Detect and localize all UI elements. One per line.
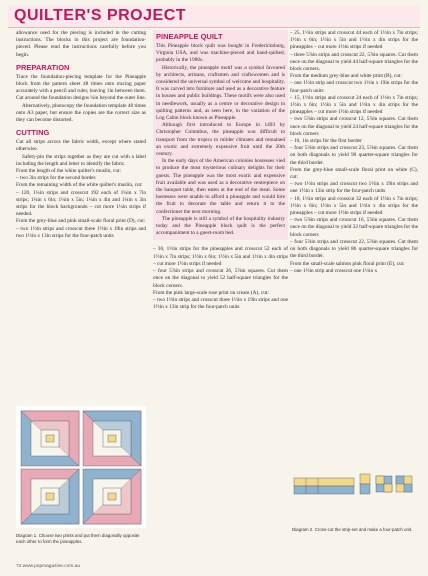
pineapple-block-diagram	[16, 406, 146, 528]
diagram-1-caption: Diagram 1. Choose two prints and put them diagonally opposite each other to form the pineapples.	[16, 533, 140, 544]
panel-text: Although first introduced to Europe in 1493 by Christopher Columbus, the pineapple was difficult to transport from the tropics to milder climates and remained an exotic and extremely expensive fruit until the 20th century.	[156, 122, 285, 158]
cutting-text: – 18, 1½in strips and crosscut 32 each of 1½in x 7in strips; 1½in x 6in; 1½in x 5in and 1½in x 4in strips for the pineapples – cut more 1½in strips if needed	[290, 195, 418, 217]
cutting-text: – four 5⅞in strips and crosscut 23, 5⅞in squares. Cut them on both diagonals to yield 90 quarter-square triangles for the third border.	[290, 145, 418, 166]
intro-text: allowance used for the piecing is included in the cutting instructions. The blocks in this project are foundation-pieced. Please read the instructions carefully before you begin.	[16, 30, 146, 58]
cutting-text: From the length of the white quilter's muslin, cut:	[16, 168, 121, 175]
panel-text: In the early days of the American colonies hostesses vied to produce the most mysterious culinary delights for their guests. The pineapple was the most exotic and expensive fruit available and was used as a decorative centrepiece on the banquet table, then eaten at the end of the meal. Some hostesses were unable to afford a pineapple and would hire the fruit to decorate the table and return it to the confectioner the next morning.	[156, 158, 285, 215]
cutting-text: – two 1½in strips and crosscut three 1½in x 19in strips and one 1½in x 13in strip for the four-patch units	[153, 296, 288, 311]
cutting-text: – four 5⅞in strips and crosscut 26, 5⅞in squares. Cut them once on the diagonal to yield 52 half-square triangles for the block corners.	[153, 268, 288, 289]
cutting-text: From the grey-blue and pink small-scale floral print (D), cut:	[16, 218, 146, 225]
cutting-text: From the grey-blue small-scale floral print on white (C), cut:	[290, 166, 418, 181]
cutting-continued	[153, 246, 288, 311]
cutting-text: Safety-pin the strips together as they are cut with a label including the length and letter to identify the fabric.	[16, 153, 146, 167]
panel-text: Historically, the pineapple motif was a symbol favoured by architects, artisans, craftsmen and craftswomen and is considered the universal symbol of welcome and hospitality. It was carved into furniture and used as a decorative feature in houses and public buildings. These motifs were also used in needlework, usually as a centre or decorative design in quilting patterns and, as seen here, in the variation of the Log Cabin block known as Pineapple.	[156, 64, 285, 122]
cutting-text: – four 5⅞in strips and crosscut 22, 5⅞in squares. Cut them on both diagonals to yield 86 quarter-square triangles for the third border.	[290, 238, 418, 260]
column-right	[290, 30, 418, 275]
cutting-text: – 15, 1½in strips and crosscut 24 each of 1½in x 7in strips; 1½in x 6in; 1½in x 5in and 1½in x 4in strips for the pineapples – cut more 1½in strips if needed	[290, 94, 418, 116]
cutting-text: From the pink large-scale rose print on cream (A), cut:	[153, 289, 269, 296]
preparation-text: Trace the foundation-piecing template for the Pineapple block from the pattern sheet 48 times onto tracing paper accurately with a pencil and ruler, leaving 1in between them. Cut around the foundation designs ¼in beyond the outer line.	[16, 73, 146, 102]
cutting-text: – three 5⅞in strips and crosscut 22, 5⅞in squares. Cut them once on the diagonal to yield 44 half-square triangles for the block corners.	[290, 51, 418, 73]
diagram-1	[16, 406, 146, 544]
four-patch-diagram	[292, 470, 416, 522]
cutting-text: From the small-scale salmon pink floral print (E), cut:	[290, 260, 405, 267]
diagram-2	[292, 470, 416, 533]
page-title: QUILTER'S PROJECT	[14, 7, 187, 24]
cutting-text: – 120, 1¼in strips and crosscut 192 each of 1¼in x 7in strips; 1¼in x 6in; 1¼in x 5in; 1¼in x 4in and 1¼in x 3in strips for the block backgrounds – cut more 1¼in strips if needed.	[16, 189, 146, 218]
panel-text: The pineapple is still a symbol of the hospitality industry today and the Pineapple block quilt is the perfect accompaniment to a guest-room bed.	[156, 215, 285, 237]
cutting-text: – two 1½in strips and crosscut two 1½in x 19in strips and one 1½in x 13in strip for the four-patch units	[290, 181, 418, 195]
cutting-text: – two 5⅞in strips and crosscut 12, 5⅞in squares. Cut them once on the diagonal to yield 24 half-square triangles for the block corners	[290, 116, 418, 137]
page-header	[8, 5, 420, 28]
column-middle	[153, 30, 288, 311]
cutting-text: From the remaining width of the white quilter's muslin, cut:	[16, 182, 143, 189]
pineapple-quilt-panel	[153, 30, 288, 240]
cutting-heading: CUTTING	[16, 128, 50, 138]
cutting-text: – two 3in strips for the second border.	[16, 175, 97, 182]
preparation-text: Alternatively, photocopy the foundation template 48 times onto A3 paper, but ensure the copies are the correct size as they can become distorted.	[16, 102, 146, 124]
column-left	[16, 30, 146, 240]
cutting-text: – 30, 1½in strips for the pineapples and crosscut 52 each of 1½in x 7in strips; 1½in x 6in; 1½in x 5in and 1½in x 4in strips – cut more 1½in strips if needed	[153, 246, 288, 267]
cutting-text: – two 1½in strips and crosscut three 1½in x 19in strips and two 1½in x 13in strips for the four-patch units	[16, 225, 146, 239]
preparation-heading: PREPARATION	[16, 62, 70, 72]
cutting-text: – two 5⅞in strips and crosscut 16, 5⅞in squares. Cut them once on the diagonal to yield 32 half-square triangles for the block corners	[290, 217, 418, 238]
panel-text: This Pineapple block quilt was bought in Fredericksburg, Virginia USA, and was machine-pieced and hand-quilted, probably in the 1980s.	[156, 43, 285, 64]
cutting-text: From the medium grey-blue and white print (B), cut:	[290, 73, 402, 80]
cutting-text: – 25, 1½in strips and crosscut 44 each of 1½in x 7in strips; 1½in x 6in; 1½in x 5in and 1½in x 4in strips for the pineapples – cut more 1½in strips if needed	[290, 30, 418, 51]
page-footer: 72 www.popmagazine.com.au	[16, 564, 80, 569]
cutting-text: – 10, 1in strips for the first border	[290, 138, 362, 145]
pineapple-quilt-heading: PINEAPPLE QUILT	[156, 32, 223, 41]
diagram-2-caption: Diagram 2. Cross-cut the strip-set and make a four-patch unit.	[292, 527, 413, 532]
cutting-text: – one 1½in strip and crosscut two 1½in x 19in strips for the four-patch units	[290, 80, 418, 94]
cutting-text: – one 1½in strip and crosscut one 1½in x	[290, 267, 378, 274]
cutting-text: Cut all strips across the fabric width, except where stated otherwise.	[16, 139, 146, 153]
